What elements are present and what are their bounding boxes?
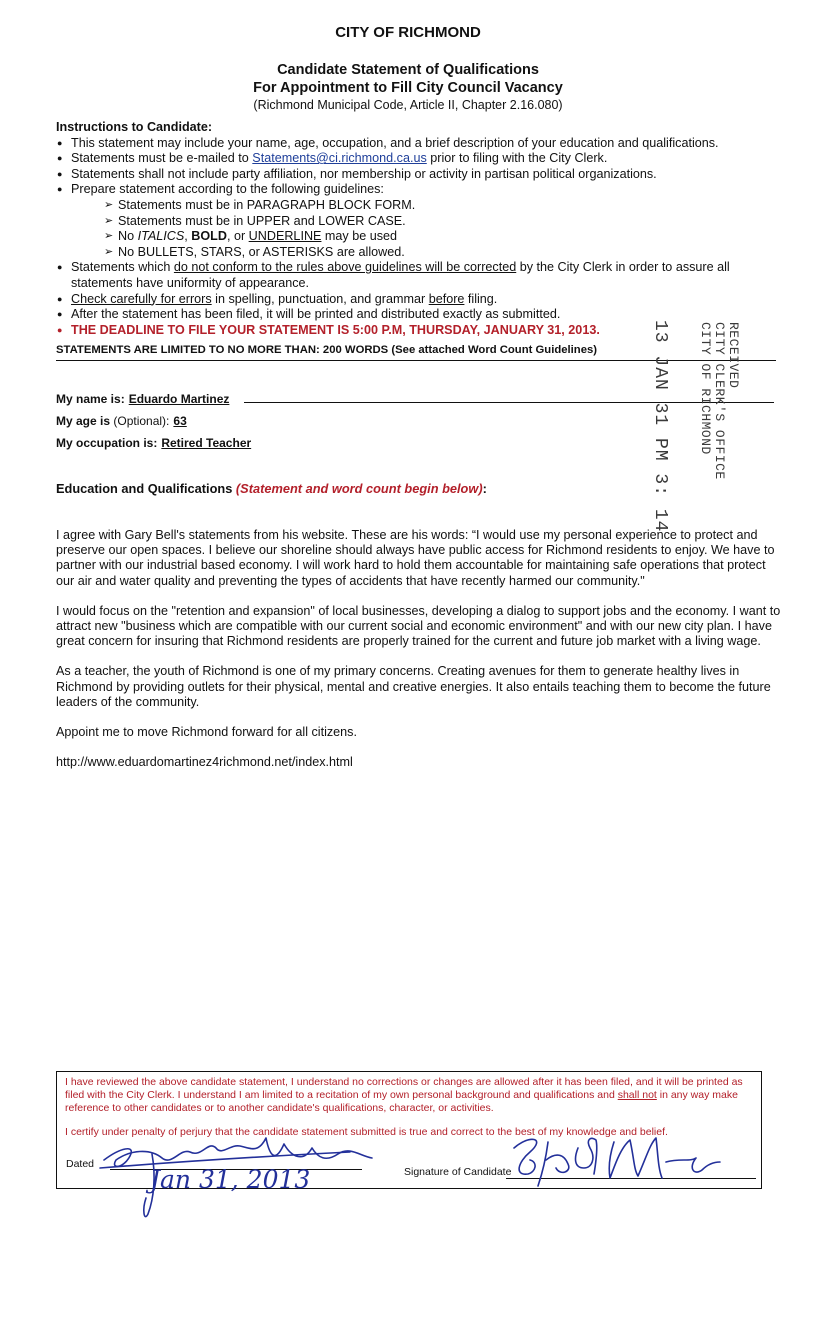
instruction-text: Statements which (71, 260, 174, 275)
handwritten-date: Jan 31, 2013 (150, 1165, 311, 1194)
instruction-item (56, 292, 776, 308)
instruction-text: Prepare statement according to the following guidelines: (71, 182, 384, 197)
guideline-item: ➢ Statements must be in UPPER and LOWER CASE. (104, 214, 776, 230)
instruction-item (56, 136, 776, 152)
website-url: http://www.eduardomartinez4richmond.net/index.html (56, 755, 353, 770)
name-label: My name is: (56, 392, 125, 406)
code-reference: (Richmond Municipal Code, Article II, Chapter 2.16.080) (253, 98, 563, 112)
review-text (65, 1076, 753, 1115)
guideline-text: may be used (321, 229, 398, 244)
education-heading (56, 481, 487, 496)
handwritten-signatures (90, 1118, 730, 1228)
guideline-item: ➢ Statements must be in PARAGRAPH BLOCK FORM. (104, 198, 776, 214)
deadline-text: THE DEADLINE TO FILE YOUR STATEMENT IS 5:00 P.M, THURSDAY, JANUARY 31, 2013. (71, 322, 600, 337)
age-label: My age is (56, 414, 111, 428)
occupation-value: Retired Teacher (161, 436, 252, 450)
instruction-item (56, 151, 776, 167)
instruction-text: Statements shall not include party affiliation, nor membership or activity in partisan political organizations. (71, 166, 657, 181)
name-value: Eduardo Martinez (128, 392, 230, 406)
instructions-heading: Instructions to Candidate: (56, 120, 213, 134)
statement-paragraph: As a teacher, the youth of Richmond is one of my primary concerns. Creating avenues for them to generate healthy lives in Richmond by providing outlets for their physical, mental and creative energies. It also entails teaching them to become the future leaders of the community. (56, 664, 771, 709)
instruction-item (56, 182, 776, 198)
occupation-label: My occupation is: (56, 436, 158, 450)
certify-text: I certify under penalty of perjury that the candidate statement submitted is true and correct to the best of my knowledge and belief. (65, 1126, 668, 1138)
guideline-item (104, 229, 776, 245)
signature-scribble (514, 1138, 720, 1186)
instruction-item (56, 260, 776, 291)
instructions-list (56, 136, 776, 198)
received-stamp (650, 320, 760, 533)
age-optional: (Optional): (110, 414, 170, 428)
instruction-text: This statement may include your name, age, occupation, and a brief description of your education and qualifications. (71, 135, 719, 150)
guideline-bold: BOLD (191, 229, 227, 244)
instruction-underlined: Check carefully for errors (71, 291, 212, 306)
form-title: Candidate Statement of Qualifications (277, 62, 539, 78)
city-title: CITY OF RICHMOND (335, 24, 481, 41)
education-note: (Statement and word count begin below) (235, 481, 483, 496)
age-value: 63 (173, 414, 187, 428)
statement-paragraph: I would focus on the "retention and expansion" of local businesses, developing a dialog to support jobs and the economy. I want to attract new "business which are compatible with our current social and economic environment" and with our new city plan. I have great concern for insuring that Richmond residents are properly trained for the current and future job market with a living wage. (56, 603, 781, 649)
instruction-text: by the City Clerk in order to assure all statements have uniformity of appearance. (71, 260, 730, 290)
guideline-text: , or (226, 229, 249, 244)
guideline-italics: ITALICS (137, 229, 185, 244)
guideline-item: ➢ No BULLETS, STARS, or ASTERISKS are allowed. (104, 245, 776, 261)
name-field (56, 392, 229, 406)
instruction-item (56, 167, 776, 183)
statement-body (56, 528, 782, 785)
occupation-field (56, 436, 251, 450)
instruction-text: prior to filing with the City Clerk. (426, 151, 608, 166)
instruction-text: Statements must be e-mailed to (71, 151, 253, 166)
guideline-text: No (118, 229, 138, 244)
instruction-underlined: before (428, 291, 465, 306)
instruction-text: After the statement has been filed, it will be printed and distributed exactly as submitted. (71, 307, 561, 322)
review-text-part: I have reviewed the above candidate statement, I understand no corrections or changes are allowed after it has been filed, and it will be printed as filed with the City Clerk. I understand I am limited to a recitation of my own personal background and qualifications and (65, 1076, 743, 1101)
review-underlined: shall not (617, 1089, 657, 1101)
form-subtitle: For Appointment to Fill City Council Vacancy (253, 80, 563, 96)
signature-label: Signature of Candidate (404, 1166, 512, 1178)
statement-paragraph: Appoint me to move Richmond forward for all citizens. (56, 725, 357, 740)
email-link[interactable]: Statements@ci.richmond.ca.us (252, 151, 427, 166)
review-text-part: in any way make reference to other candidates or to another candidate's qualifications, character, or activities. (65, 1089, 738, 1114)
statement-paragraph: I agree with Gary Bell's statements from his website. These are his words: “I would use my personal experience to protect and preserve our open spaces. I believe our shoreline should always have public access for Richmond residents to enjoy. We have to partner with our industrial based economy. I will work hard to hold them accountable for maintaining safe operations that protect our air and water quality and preventing the types of accidents that have recently harmed our community." (56, 528, 775, 588)
instruction-underlined: do not conform to the rules above guidelines will be corrected (173, 260, 517, 275)
stamp-date: 13 JAN 31 PM 3: 14 (650, 320, 670, 533)
instructions (56, 120, 776, 338)
dated-label: Dated (66, 1158, 95, 1170)
guideline-underline: UNDERLINE (248, 229, 322, 244)
instruction-text: in spelling, punctuation, and grammar (211, 291, 429, 306)
education-label: Education and Qualifications (56, 481, 236, 496)
instruction-text: filing. (464, 291, 498, 306)
stamp-office: RECEIVED CITY CLERK'S OFFICE CITY OF RICHMOND (698, 322, 741, 480)
guideline-text: , (184, 229, 192, 244)
guidelines-list (56, 198, 776, 260)
word-limit-notice: STATEMENTS ARE LIMITED TO NO MORE THAN: 200 WORDS (See attached Word Count Guidelines) (56, 344, 598, 356)
age-field (56, 414, 187, 428)
education-colon: : (482, 481, 487, 496)
